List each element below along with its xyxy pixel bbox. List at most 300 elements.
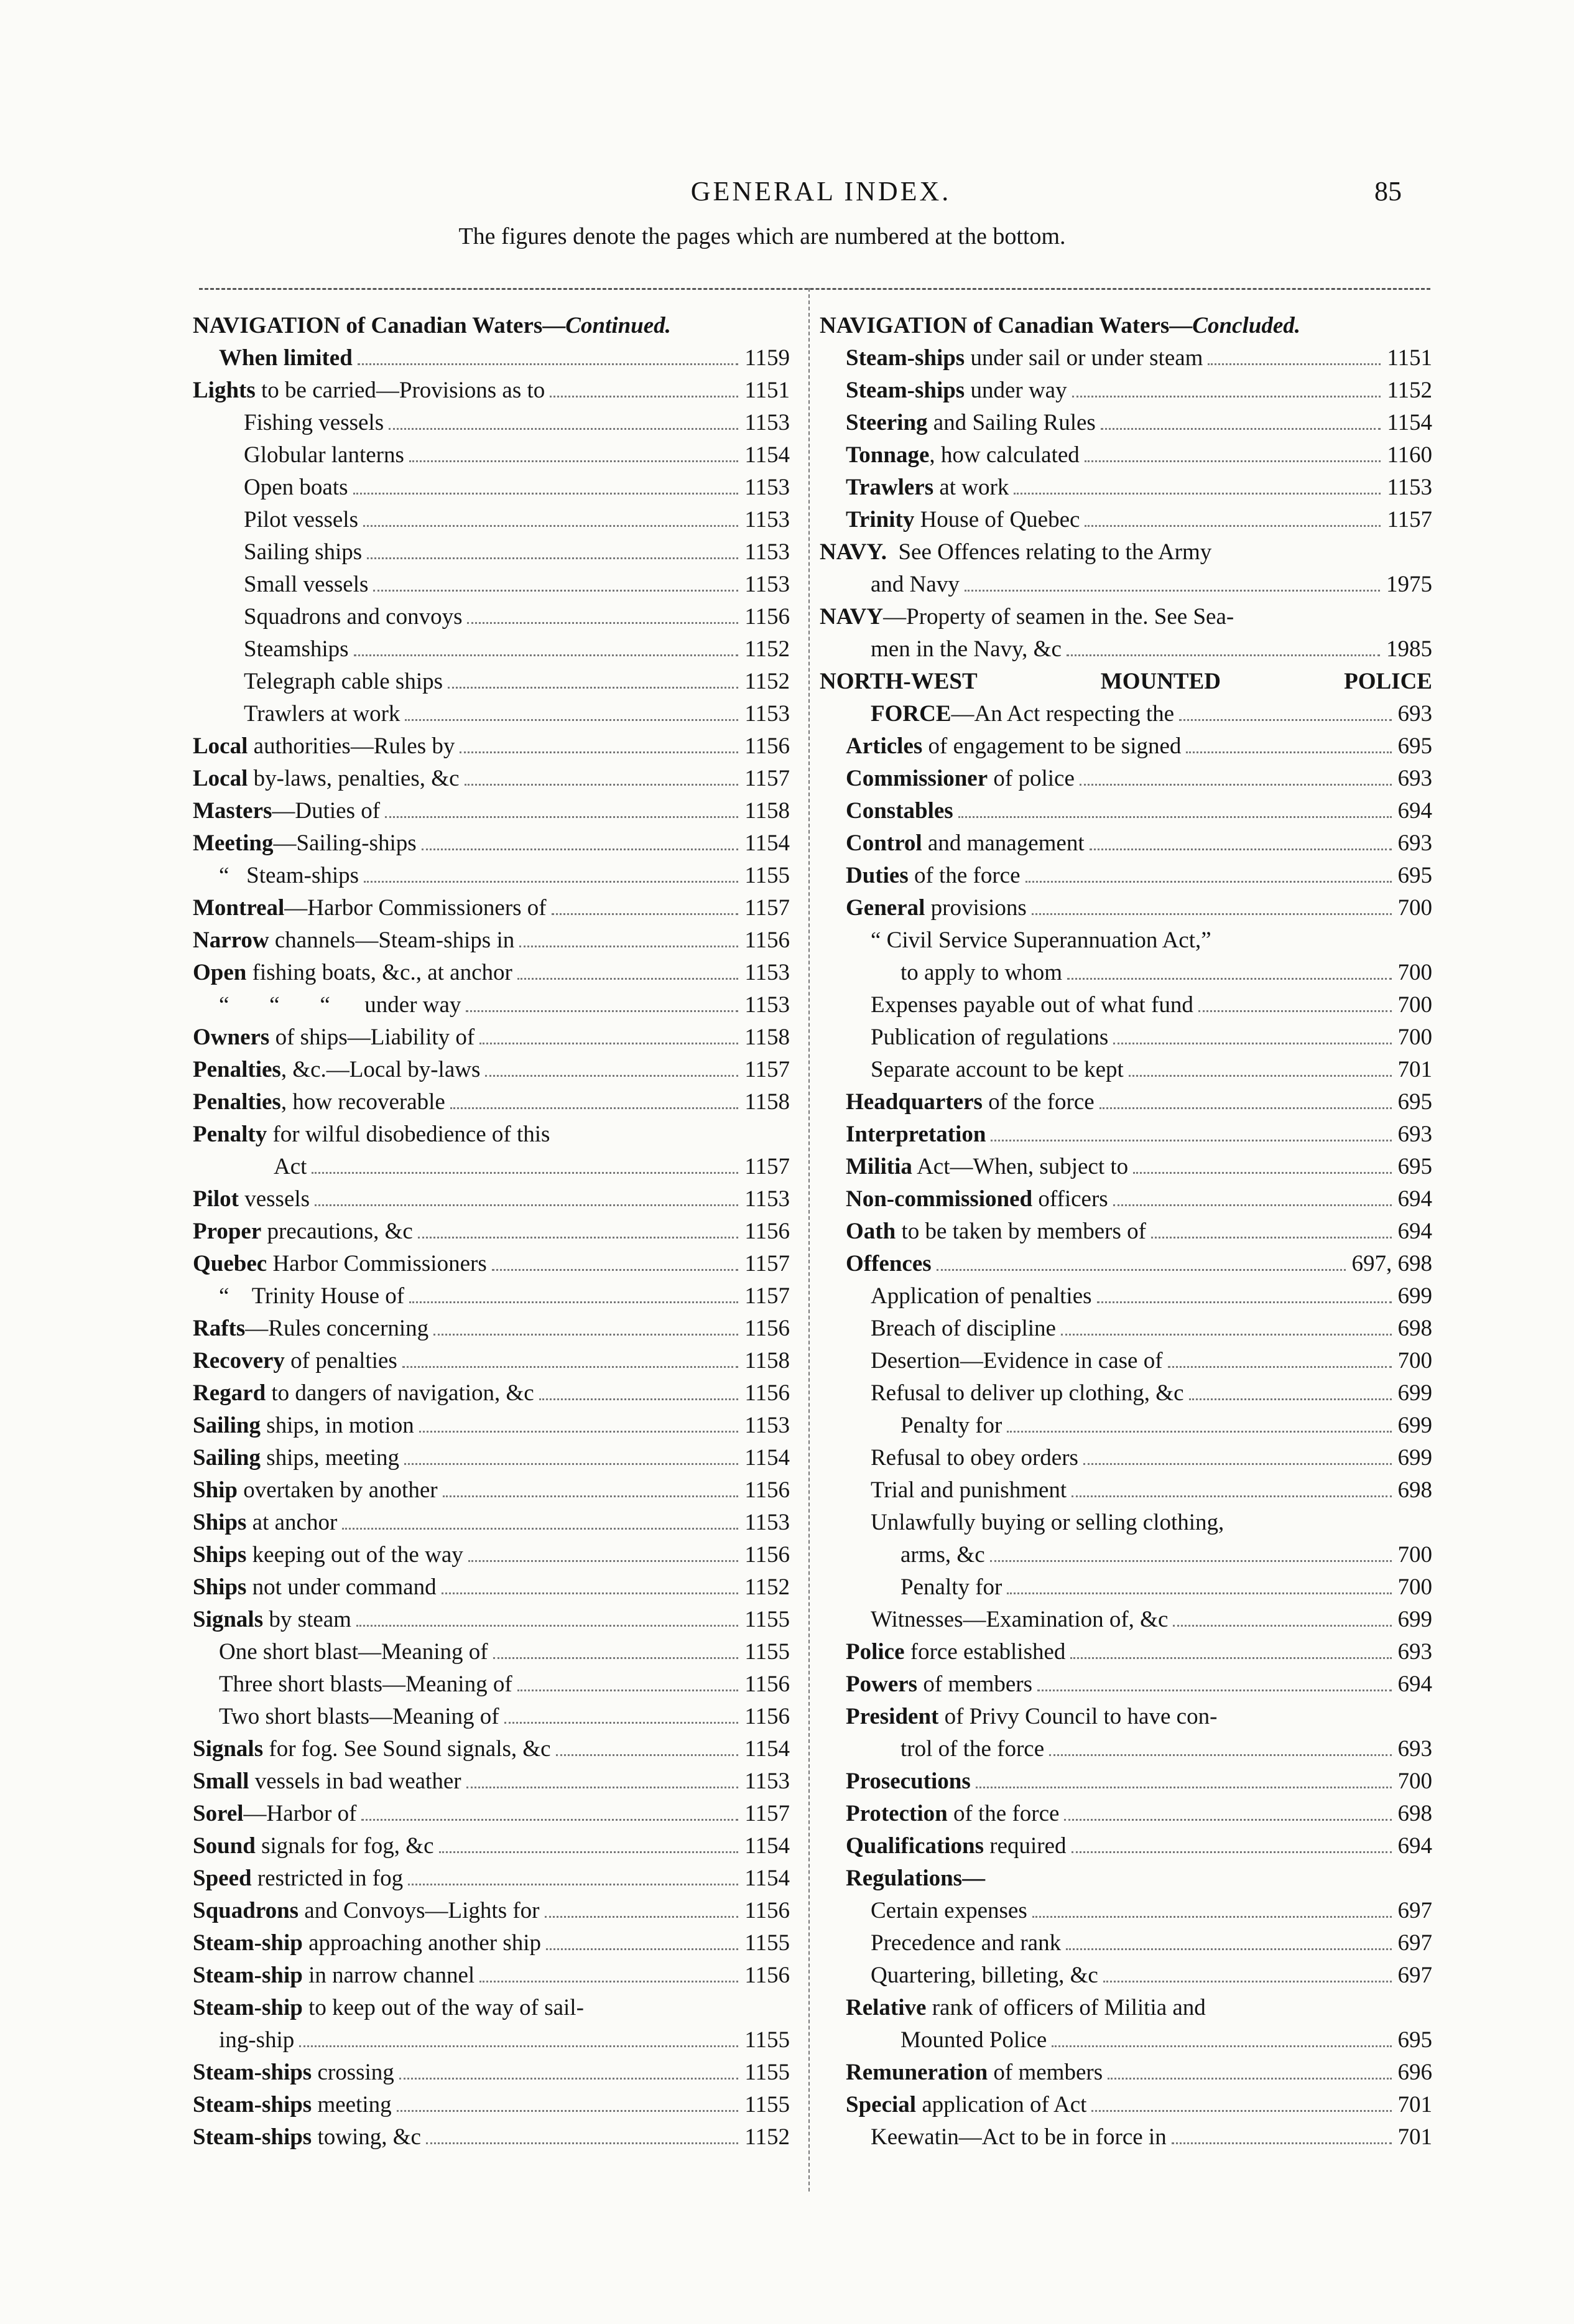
page-ref: 693 — [1397, 1122, 1432, 1147]
entry-text — [846, 763, 1075, 795]
entry-description: of the force — [982, 1089, 1095, 1115]
index-entry — [820, 1474, 1432, 1507]
entry-keyword: Regulations— — [846, 1866, 986, 1891]
dot-leader — [519, 946, 738, 947]
index-entry — [820, 601, 1432, 633]
entry-keyword: Commissioner — [846, 766, 988, 791]
index-entry — [193, 1571, 790, 1604]
entry-text — [871, 989, 1193, 1021]
entry-text — [274, 1151, 307, 1183]
dot-leader — [550, 396, 738, 397]
entry-keyword: Prosecutions — [846, 1769, 971, 1794]
entry-description: Sailing ships — [244, 539, 363, 565]
entry-text — [871, 698, 1174, 730]
entry-description: —An Act respecting the — [951, 701, 1175, 727]
dot-leader — [433, 1334, 738, 1336]
page-ref: 1156 — [744, 1380, 790, 1406]
entry-description: Steamships — [244, 636, 349, 662]
index-entry — [193, 1410, 790, 1442]
entry-text — [871, 1474, 1067, 1507]
page-ref: 695 — [1397, 863, 1432, 888]
column-divider — [808, 288, 810, 2192]
page-ref: 701 — [1397, 2124, 1432, 2150]
entry-text — [900, 1571, 1002, 1604]
page-ref: 1154 — [744, 1445, 790, 1471]
entry-keyword: Ships — [193, 1542, 247, 1568]
entry-text — [193, 1215, 413, 1248]
entry-description: and Navy — [871, 572, 960, 597]
entry-description: “ “ “ under way — [219, 992, 461, 1018]
page-ref: 1153 — [744, 572, 790, 597]
entry-text — [846, 730, 1181, 763]
entry-keyword: Squadrons — [193, 1898, 299, 1923]
entry-description: Two short blasts—Meaning of — [219, 1704, 499, 1729]
page-ref: 693 — [1397, 701, 1432, 727]
entry-keyword: NAVY — [820, 604, 884, 630]
entry-text — [846, 472, 1009, 504]
entry-text — [871, 1377, 1184, 1410]
entry-text — [193, 2089, 392, 2121]
entry-description: Penalty for — [900, 1574, 1002, 1600]
page-ref: 1158 — [744, 1089, 790, 1115]
entry-text — [871, 633, 1062, 666]
page-ref: 1157 — [744, 1283, 790, 1309]
page-ref: 1156 — [744, 1542, 790, 1568]
entry-description: See Offences relating to the Army — [886, 539, 1212, 565]
page-ref: 1153 — [744, 1186, 790, 1212]
index-entry — [820, 1959, 1432, 1992]
heading-bold: NAVIGATION of Canadian Waters— — [193, 313, 566, 338]
entry-description: and Sailing Rules — [927, 410, 1096, 435]
entry-text — [871, 1895, 1027, 1927]
entry-text — [193, 1765, 461, 1798]
dot-leader — [299, 2045, 738, 2047]
index-entry — [193, 763, 790, 795]
heading-italic: Continued. — [565, 313, 671, 338]
entry-text — [244, 407, 384, 439]
entry-description: signals for fog, &c — [255, 1833, 434, 1859]
entry-text — [193, 827, 417, 860]
dot-leader — [1189, 1398, 1392, 1400]
page-ref: 1153 — [744, 1769, 790, 1794]
entry-description: “ Steam-ships — [219, 863, 359, 888]
dot-leader — [1091, 2110, 1391, 2112]
entry-text — [244, 698, 400, 730]
page-ref: 1154 — [744, 1736, 790, 1762]
dot-leader — [354, 654, 739, 656]
page-ref: 1158 — [744, 1348, 790, 1373]
entry-keyword: Steam-ship — [193, 1963, 303, 1988]
entry-description: —Rules concerning — [245, 1316, 429, 1341]
entry-text — [193, 1992, 790, 2024]
entry-keyword: Tonnage — [846, 442, 930, 468]
entry-text — [193, 1021, 475, 1054]
dot-leader — [418, 1237, 739, 1239]
entry-keyword: Lights — [193, 378, 256, 403]
dot-leader — [1151, 1237, 1392, 1239]
entry-keyword: Penalties — [193, 1089, 281, 1115]
page-ref: 694 — [1397, 1186, 1432, 1212]
index-entry — [820, 374, 1432, 407]
dot-leader — [312, 1172, 738, 1174]
entry-description: arms, &c — [900, 1542, 985, 1568]
page-title: GENERAL INDEX. — [690, 176, 951, 207]
page-ref: 1155 — [744, 1639, 790, 1665]
entry-keyword-word: POLICE — [1344, 669, 1432, 694]
index-entry — [193, 1701, 790, 1733]
dot-leader — [1032, 913, 1392, 915]
dot-leader — [422, 848, 739, 850]
dot-leader — [448, 687, 738, 689]
page-ref: 1156 — [744, 1671, 790, 1697]
entry-description: under sail or under steam — [965, 345, 1203, 371]
entry-text — [846, 1862, 1432, 1895]
entry-text — [846, 407, 1096, 439]
index-entry — [820, 569, 1432, 601]
entry-text — [244, 472, 348, 504]
dot-leader — [1208, 363, 1381, 365]
entry-description: Desertion—Evidence in case of — [871, 1348, 1163, 1373]
dot-leader — [1179, 719, 1391, 721]
entry-text — [193, 1507, 337, 1539]
entry-description: authorities—Rules by — [248, 733, 455, 759]
entry-description: One short blast—Meaning of — [219, 1639, 488, 1665]
entry-text — [846, 1992, 1432, 2024]
entry-description: of the force — [947, 1801, 1060, 1826]
dot-leader — [373, 590, 738, 592]
index-entry — [193, 924, 790, 957]
entry-description: towing, &c — [312, 2124, 421, 2150]
page-ref: 1156 — [744, 1963, 790, 1988]
index-entry — [820, 2089, 1432, 2121]
page-ref: 700 — [1397, 895, 1432, 921]
index-entry — [820, 763, 1432, 795]
dot-leader — [517, 978, 739, 980]
index-entry — [820, 2024, 1432, 2057]
dot-leader — [1113, 1204, 1392, 1206]
index-entry — [193, 407, 790, 439]
page-ref: 694 — [1397, 1671, 1432, 1697]
entry-keyword: Trawlers — [846, 475, 934, 500]
entry-text — [193, 2121, 421, 2154]
entry-keyword: Penalty — [193, 1122, 267, 1147]
entry-keyword: Trinity — [846, 507, 915, 532]
page-ref: 1153 — [744, 475, 790, 500]
index-entry — [193, 1248, 790, 1280]
index-entry — [820, 1895, 1432, 1927]
dot-leader — [443, 1495, 739, 1497]
page-ref: 700 — [1397, 1542, 1432, 1568]
entry-description: not under command — [246, 1574, 437, 1600]
top-rule — [199, 288, 1430, 290]
index-entry — [193, 957, 790, 989]
entry-description: Trial and punishment — [871, 1477, 1067, 1503]
entry-keyword: Montreal — [193, 895, 285, 921]
dot-leader — [358, 363, 739, 365]
index-entry — [193, 1507, 790, 1539]
entry-text — [193, 1248, 487, 1280]
entry-text — [846, 1118, 986, 1151]
entry-description: —Duties of — [272, 798, 381, 824]
index-entry — [820, 439, 1432, 472]
entry-description: and Convoys—Lights for — [299, 1898, 540, 1923]
entry-description: Harbor Commissioners — [267, 1251, 487, 1276]
entry-text — [244, 666, 443, 698]
entry-text — [846, 827, 1085, 860]
index-entry — [193, 795, 790, 827]
entry-text — [193, 1086, 445, 1118]
index-entry — [193, 1539, 790, 1571]
dot-leader — [1168, 1366, 1392, 1368]
entry-text — [900, 1733, 1044, 1765]
index-entry — [193, 1733, 790, 1765]
entry-keyword: Ships — [193, 1510, 247, 1535]
page-ref: 1157 — [744, 1154, 790, 1179]
index-entry — [193, 536, 790, 569]
page-ref: 697 — [1397, 1963, 1432, 1988]
page-ref: 1156 — [744, 733, 790, 759]
page-ref: 1151 — [744, 378, 790, 403]
dot-leader — [479, 1043, 738, 1044]
entry-description: to be carried—Provisions as to — [255, 378, 545, 403]
entry-keyword: Small — [193, 1769, 249, 1794]
dot-leader — [1085, 460, 1381, 462]
entry-text — [846, 1636, 1065, 1668]
left-column — [193, 310, 790, 2154]
entry-description: ships, in motion — [261, 1413, 414, 1438]
dot-leader — [991, 1140, 1391, 1141]
dot-leader — [1072, 1851, 1392, 1853]
entry-text — [193, 1959, 475, 1992]
index-entry — [820, 1280, 1432, 1313]
dot-leader — [419, 1431, 739, 1433]
page-ref: 1153 — [744, 701, 790, 727]
dot-leader — [389, 428, 738, 430]
entry-text — [193, 2057, 394, 2089]
entry-description: Precedence and rank — [871, 1930, 1062, 1956]
index-entry — [193, 730, 790, 763]
index-entry — [193, 698, 790, 730]
index-entry — [820, 827, 1432, 860]
entry-description: Refusal to deliver up clothing, &c — [871, 1380, 1184, 1406]
entry-description: , &c.—Local by-laws — [280, 1057, 481, 1082]
page-ref: 695 — [1397, 733, 1432, 759]
entry-description: meeting — [312, 2092, 392, 2117]
page-ref: 1153 — [744, 1510, 790, 1535]
entry-text — [193, 1604, 351, 1636]
dot-leader — [467, 622, 738, 624]
entry-description: Penalty for — [900, 1413, 1002, 1438]
entry-text — [846, 1183, 1108, 1215]
entry-description: precautions, &c — [261, 1219, 413, 1244]
page-ref: 693 — [1397, 830, 1432, 856]
page-ref: 1152 — [744, 669, 790, 694]
dot-leader — [1049, 1754, 1391, 1756]
entry-description: Unlawfully buying or selling clothing, — [871, 1510, 1224, 1535]
dot-leader — [1090, 848, 1392, 850]
page-header — [0, 175, 1574, 213]
index-entry — [193, 1959, 790, 1992]
page-ref: 1155 — [744, 1930, 790, 1956]
dot-leader — [479, 1981, 738, 1982]
index-entry — [820, 957, 1432, 989]
index-entry — [193, 1313, 790, 1345]
entry-text — [219, 989, 461, 1021]
index-entry — [193, 860, 790, 892]
dot-leader — [493, 1657, 739, 1659]
entry-description: under way — [965, 378, 1067, 403]
entry-keyword: Local — [193, 766, 248, 791]
entry-text — [193, 374, 545, 407]
entry-description: and management — [922, 830, 1085, 856]
dot-leader — [450, 1107, 739, 1109]
entry-description: Open boats — [244, 475, 348, 500]
index-entry — [193, 633, 790, 666]
page-ref: 1153 — [744, 539, 790, 565]
dot-leader — [1101, 428, 1381, 430]
entry-text — [193, 1410, 414, 1442]
index-entry — [820, 1927, 1432, 1959]
entry-keyword-word: NORTH-WEST — [820, 669, 978, 694]
entry-description: —Harbor Commissioners of — [284, 895, 547, 921]
entry-description: Telegraph cable ships — [244, 669, 443, 694]
entry-keyword: Rafts — [193, 1316, 246, 1341]
index-entry — [820, 1183, 1432, 1215]
entry-description: ships, meeting — [261, 1445, 400, 1471]
index-entry — [820, 1571, 1432, 1604]
index-entry — [193, 2121, 790, 2154]
page-ref: 1154 — [744, 830, 790, 856]
entry-description: channels—Steam-ships in — [269, 927, 515, 953]
page-ref: 1157 — [744, 766, 790, 791]
entry-keyword: Penalties — [193, 1057, 281, 1082]
entry-text — [871, 1345, 1163, 1377]
page-ref: 694 — [1397, 1219, 1432, 1244]
entry-text — [846, 1701, 1432, 1733]
page-ref: 1985 — [1386, 636, 1432, 662]
entry-description: , how calculated — [929, 442, 1080, 468]
index-entry — [193, 989, 790, 1021]
entry-keyword: Meeting — [193, 830, 274, 856]
entry-keyword: Sailing — [193, 1445, 261, 1471]
dot-leader — [466, 1787, 739, 1788]
entry-text — [193, 1895, 540, 1927]
index-entry — [193, 1215, 790, 1248]
entry-keyword: Local — [193, 733, 248, 759]
entry-text — [193, 1183, 310, 1215]
page-ref: 1155 — [744, 2092, 790, 2117]
dot-leader — [442, 1592, 739, 1594]
index-entry — [193, 1604, 790, 1636]
index-entry — [193, 827, 790, 860]
page-ref: 699 — [1397, 1445, 1432, 1471]
index-entry — [193, 1442, 790, 1474]
entry-description: men in the Navy, &c — [871, 636, 1062, 662]
page-ref: 1159 — [744, 345, 790, 371]
entry-text — [846, 1765, 971, 1798]
page-ref: 1155 — [744, 863, 790, 888]
dot-leader — [465, 784, 739, 786]
entry-description: at anchor — [246, 1510, 338, 1535]
entry-text — [871, 1021, 1108, 1054]
index-entry — [820, 1830, 1432, 1862]
left-column-heading — [193, 310, 790, 342]
entry-description: vessels — [238, 1186, 310, 1212]
entry-description: at work — [933, 475, 1009, 500]
index-entry — [820, 633, 1432, 666]
page-ref: 699 — [1397, 1413, 1432, 1438]
page-ref: 1151 — [1387, 345, 1432, 371]
entry-text — [846, 2057, 1103, 2089]
entry-text — [871, 1959, 1098, 1992]
dot-leader — [1133, 1172, 1391, 1174]
dot-leader — [485, 1075, 738, 1077]
entry-text — [846, 374, 1067, 407]
entry-description: keeping out of the way — [246, 1542, 463, 1568]
index-entry — [820, 1442, 1432, 1474]
entry-text — [193, 1798, 356, 1830]
page-ref: 1160 — [1387, 442, 1432, 468]
index-entry — [193, 1636, 790, 1668]
entry-text — [846, 2089, 1086, 2121]
index-entry — [820, 1733, 1432, 1765]
page-ref: 1156 — [744, 1316, 790, 1341]
index-entry — [820, 2121, 1432, 2154]
dot-leader — [1080, 784, 1392, 786]
entry-description: by-laws, penalties, &c — [248, 766, 460, 791]
entry-keyword: Oath — [846, 1219, 896, 1244]
dot-leader — [1099, 1107, 1392, 1109]
entry-text — [871, 1054, 1124, 1086]
entry-keyword: When limited — [219, 345, 353, 371]
entry-description: , how recoverable — [280, 1089, 445, 1115]
entry-text — [193, 1733, 551, 1765]
dot-leader — [367, 557, 738, 559]
entry-description: of Privy Council to have con- — [938, 1704, 1218, 1729]
entry-description: Mounted Police — [900, 2027, 1047, 2053]
dot-leader — [965, 590, 1380, 592]
entry-description: of engagement to be signed — [922, 733, 1182, 759]
page-ref: 695 — [1397, 1089, 1432, 1115]
page-ref: 698 — [1397, 1477, 1432, 1503]
entry-text — [193, 1118, 790, 1151]
entry-description: Application of penalties — [871, 1283, 1092, 1309]
dot-leader — [439, 1851, 739, 1853]
page-ref: 701 — [1397, 1057, 1432, 1082]
dot-leader — [363, 525, 738, 527]
index-entry — [193, 1118, 790, 1151]
heading-bold: NAVIGATION of Canadian Waters— — [820, 313, 1193, 338]
entry-keyword: Steam-ships — [193, 2124, 312, 2150]
index-entry — [820, 1701, 1432, 1733]
dot-leader — [405, 719, 738, 721]
index-entry — [820, 795, 1432, 827]
page-ref: 700 — [1397, 960, 1432, 985]
entry-description: Refusal to obey orders — [871, 1445, 1078, 1471]
entry-description: Breach of discipline — [871, 1316, 1056, 1341]
dot-leader — [1072, 1495, 1391, 1497]
dot-leader — [1052, 2045, 1391, 2047]
page-ref: 1153 — [744, 960, 790, 985]
entry-keyword: Quebec — [193, 1251, 267, 1276]
page-ref: 1153 — [744, 992, 790, 1018]
index-entry — [193, 1927, 790, 1959]
entry-description: approaching another ship — [302, 1930, 542, 1956]
page-ref: 1153 — [744, 507, 790, 532]
index-entry — [193, 1151, 790, 1183]
index-entry — [820, 1021, 1432, 1054]
page-ref: 697, 698 — [1351, 1251, 1432, 1276]
